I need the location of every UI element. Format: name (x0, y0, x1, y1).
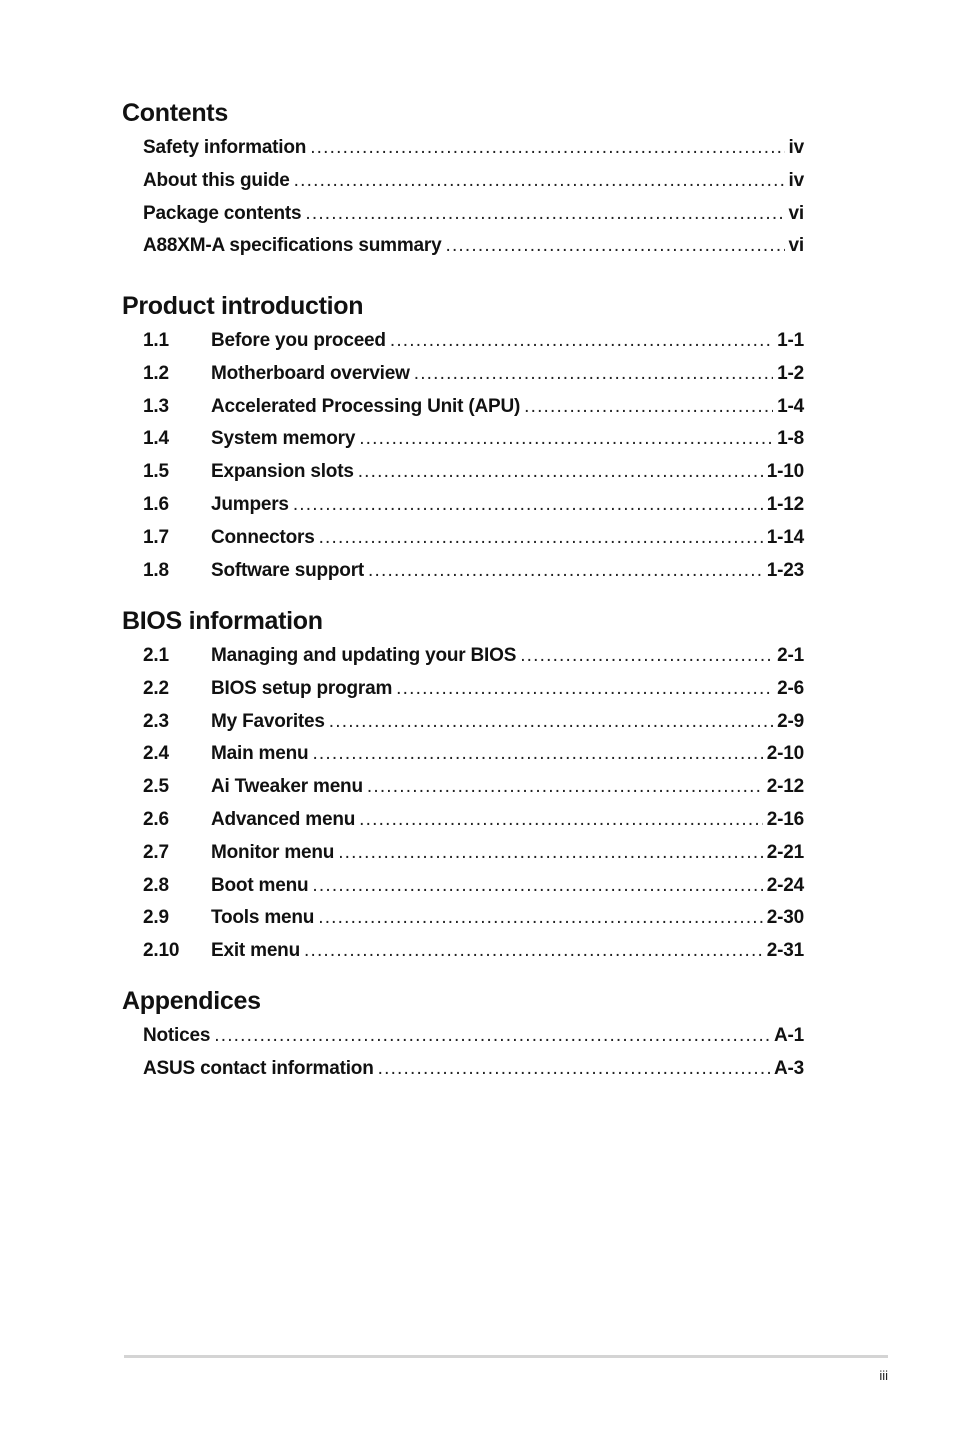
leader-dots (305, 198, 784, 231)
toc-entry-page: A-1 (773, 1025, 804, 1046)
toc-entry-page: 1-14 (766, 526, 804, 548)
leader-dots (390, 325, 773, 358)
toc-entry-number: 2.1 (143, 645, 169, 666)
toc-entry-page: vi (788, 235, 804, 257)
toc-entry-number: 2.2 (143, 677, 169, 699)
toc-entry[interactable] (122, 325, 804, 358)
toc-entry-label: Connectors (211, 526, 315, 548)
toc-entry-page: iv (788, 169, 804, 191)
page-number: iii (879, 1368, 888, 1383)
leader-dots (214, 1020, 770, 1053)
leader-dots (368, 555, 763, 588)
toc-entry-page: 1-2 (777, 362, 804, 384)
toc-entry-page: 1-4 (777, 395, 804, 417)
toc-entry[interactable] (122, 522, 804, 555)
toc-entry[interactable] (122, 804, 804, 837)
toc-entry-number: 2.9 (143, 907, 169, 929)
section-title: Contents (122, 99, 228, 127)
toc-entry-label: Ai Tweaker menu (211, 776, 363, 798)
toc-entry-page: 2-31 (766, 940, 804, 962)
toc-entry-label: Software support (211, 559, 365, 581)
section-title: BIOS information (122, 607, 323, 635)
toc-entry[interactable] (122, 902, 804, 935)
toc-entry[interactable] (122, 738, 804, 771)
section-title: Appendices (122, 987, 261, 1015)
toc-entry-number: 1.5 (143, 461, 169, 483)
toc-entry[interactable] (122, 837, 804, 870)
toc-entry-number: 2.3 (143, 710, 169, 732)
toc-entry-label: Tools menu (211, 907, 315, 929)
toc-entry-number: 1.3 (143, 395, 169, 417)
toc-entry-label: Package contents (143, 202, 302, 224)
toc-entry-label: Motherboard overview (211, 362, 410, 384)
section-title: Product introduction (122, 292, 364, 320)
leader-dots (358, 456, 763, 489)
toc-section-appendices (122, 986, 804, 1086)
leader-dots (310, 132, 784, 165)
toc-entry-page: 1-23 (766, 559, 804, 581)
toc-entry-number: 1.6 (143, 493, 169, 515)
toc-entry-label: Boot menu (211, 874, 309, 896)
toc-entry[interactable] (122, 870, 804, 903)
leader-dots (396, 673, 773, 706)
toc-entry-label: Accelerated Processing Unit (APU) (211, 395, 521, 417)
leader-dots (359, 423, 773, 456)
toc-entry[interactable] (122, 489, 804, 522)
toc-entry-label: Notices (143, 1025, 211, 1046)
toc-entry-label: BIOS setup program (211, 677, 393, 699)
toc-entry-page: 2-10 (766, 743, 804, 765)
leader-dots (445, 230, 784, 263)
toc-entry-page: 1-1 (777, 330, 804, 351)
toc-entry-page: A-3 (773, 1057, 804, 1079)
leader-dots (520, 640, 773, 673)
toc-entry-page: 1-8 (777, 428, 804, 450)
toc-entry[interactable] (122, 198, 804, 231)
toc-entry-label: My Favorites (211, 710, 325, 732)
leader-dots (312, 870, 762, 903)
toc-entry-page: 2-1 (777, 645, 804, 666)
toc-entry-page: 2-30 (766, 907, 804, 929)
toc-entry-number: 1.2 (143, 362, 169, 384)
leader-dots (293, 489, 763, 522)
toc-entry-label: Monitor menu (211, 841, 335, 863)
leader-dots (378, 1053, 770, 1086)
leader-dots (359, 804, 763, 837)
toc-entry[interactable] (122, 1020, 804, 1053)
leader-dots (524, 391, 773, 424)
toc-entry-label: Main menu (211, 743, 309, 765)
toc-entry-number: 1.7 (143, 526, 169, 548)
toc-entry-page: 1-10 (766, 461, 804, 483)
toc-entry-label: Jumpers (211, 493, 289, 515)
toc-entry[interactable] (122, 771, 804, 804)
leader-dots (304, 935, 763, 968)
toc-entry-page: 2-16 (766, 808, 804, 830)
toc-entry-page: vi (788, 202, 804, 224)
toc-entry-label: Safety information (143, 137, 307, 158)
toc-entry-label: Advanced menu (211, 808, 356, 830)
leader-dots (338, 837, 763, 870)
leader-dots (294, 165, 785, 198)
toc-entry[interactable] (122, 391, 804, 424)
toc-entry-page: 2-24 (766, 874, 804, 896)
toc-entry[interactable] (122, 555, 804, 588)
leader-dots (319, 522, 763, 555)
toc-entry[interactable] (122, 230, 804, 263)
toc-entry[interactable] (122, 673, 804, 706)
leader-dots (312, 738, 762, 771)
toc-entry-number: 1.4 (143, 428, 169, 450)
toc-section-product-introduction (122, 291, 804, 587)
toc-entry[interactable] (122, 1053, 804, 1086)
leader-dots (367, 771, 763, 804)
toc-entry-number: 2.5 (143, 776, 169, 798)
footer-rule (124, 1355, 888, 1358)
leader-dots (329, 706, 773, 739)
toc-entry-page: 1-12 (766, 493, 804, 515)
toc-entry-number: 2.6 (143, 808, 169, 830)
toc-entry[interactable] (122, 132, 804, 165)
toc-entry-label: ASUS contact information (143, 1057, 374, 1079)
toc-entry-page: 2-21 (766, 841, 804, 863)
toc-entry-page: 2-9 (777, 710, 804, 732)
toc-entry-number: 2.10 (143, 940, 180, 962)
toc-entry-number: 1.1 (143, 330, 169, 351)
toc-entry[interactable] (122, 423, 804, 456)
toc-entry[interactable] (122, 706, 804, 739)
toc-entry-page: 2-12 (766, 776, 804, 798)
toc-entry-label: Before you proceed (211, 330, 386, 351)
toc-entry-label: Expansion slots (211, 461, 354, 483)
toc-entry-number: 2.8 (143, 874, 169, 896)
toc-entry-label: System memory (211, 428, 356, 450)
toc-entry[interactable] (122, 935, 804, 968)
toc-entry[interactable] (122, 640, 804, 673)
leader-dots (318, 902, 763, 935)
toc-entry[interactable] (122, 456, 804, 489)
toc-entry-number: 1.8 (143, 559, 169, 581)
toc-entry-label: A88XM-A specifications summary (143, 235, 442, 257)
toc-entry-label: Managing and updating your BIOS (211, 645, 517, 666)
toc-section-bios-information (122, 606, 804, 968)
toc-entry[interactable] (122, 165, 804, 198)
toc-section-contents (122, 98, 804, 263)
toc-entry-number: 2.7 (143, 841, 169, 863)
toc-entry-page: 2-6 (777, 677, 804, 699)
toc-entry[interactable] (122, 358, 804, 391)
toc-entry-label: About this guide (143, 169, 290, 191)
leader-dots (414, 358, 773, 391)
toc-entry-page: iv (788, 137, 804, 158)
toc-entry-label: Exit menu (211, 940, 300, 962)
toc-entry-number: 2.4 (143, 743, 169, 765)
